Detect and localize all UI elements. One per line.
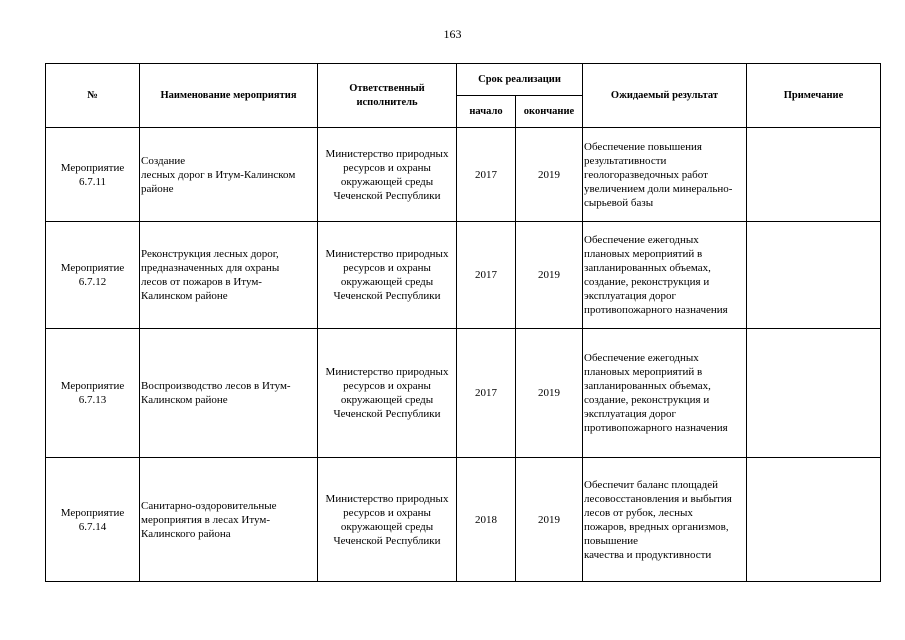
header-note: Примечание	[747, 64, 881, 128]
measure-result: Обеспечение ежегодных плановых мероприятий в запланированных объемах, создание, реконструкция и эксплуатация дорог противопожарного назначения	[583, 222, 747, 329]
measure-note	[747, 458, 881, 582]
measure-note	[747, 128, 881, 222]
measure-start: 2018	[457, 458, 516, 582]
measure-result: Обеспечение повышения результативности геологоразведочных работ увеличением доли минерально- сырьевой базы	[583, 128, 747, 222]
measure-start: 2017	[457, 222, 516, 329]
measure-name: Создание лесных дорог в Итум-Калинском районе	[140, 128, 318, 222]
measure-note	[747, 222, 881, 329]
measure-responsible: Министерство природных ресурсов и охраны окружающей среды Чеченской Республики	[318, 128, 457, 222]
measure-result: Обеспечение ежегодных плановых мероприятий в запланированных объемах, создание, реконструкция и эксплуатация дорог противопожарного назначения	[583, 329, 747, 458]
header-period: Срок реализации	[457, 64, 583, 96]
header-row-1	[46, 64, 881, 96]
measure-note	[747, 329, 881, 458]
measure-name: Воспроизводство лесов в Итум- Калинском районе	[140, 329, 318, 458]
measure-name: Реконструкция лесных дорог, предназначенных для охраны лесов от пожаров в Итум- Калинском районе	[140, 222, 318, 329]
measure-end: 2019	[516, 222, 583, 329]
measure-result: Обеспечит баланс площадей лесовосстановления и выбытия лесов от рубок, лесных пожаров, вредных организмов, повышение качества и продуктивности	[583, 458, 747, 582]
measure-number: Мероприятие 6.7.14	[46, 458, 140, 582]
header-end: окончание	[516, 96, 583, 128]
header-number: №	[46, 64, 140, 128]
measure-responsible: Министерство природных ресурсов и охраны окружающей среды Чеченской Республики	[318, 329, 457, 458]
measure-number: Мероприятие 6.7.12	[46, 222, 140, 329]
measure-start: 2017	[457, 329, 516, 458]
header-expected-result: Ожидаемый результат	[583, 64, 747, 128]
header-measure-name: Наименование мероприятия	[140, 64, 318, 128]
measure-responsible: Министерство природных ресурсов и охраны окружающей среды Чеченской Республики	[318, 458, 457, 582]
measure-start: 2017	[457, 128, 516, 222]
table-row	[46, 222, 881, 329]
measure-name: Санитарно-оздоровительные мероприятия в лесах Итум- Калинского района	[140, 458, 318, 582]
header-start: начало	[457, 96, 516, 128]
header-responsible: Ответственный исполнитель	[318, 64, 457, 128]
measure-number: Мероприятие 6.7.13	[46, 329, 140, 458]
table-row	[46, 458, 881, 582]
measure-end: 2019	[516, 128, 583, 222]
measure-number: Мероприятие 6.7.11	[46, 128, 140, 222]
measure-end: 2019	[516, 458, 583, 582]
page-number: 163	[443, 27, 462, 41]
measure-end: 2019	[516, 329, 583, 458]
measures-table	[45, 63, 881, 582]
measure-responsible: Министерство природных ресурсов и охраны окружающей среды Чеченской Республики	[318, 222, 457, 329]
table-row	[46, 329, 881, 458]
table-row	[46, 128, 881, 222]
